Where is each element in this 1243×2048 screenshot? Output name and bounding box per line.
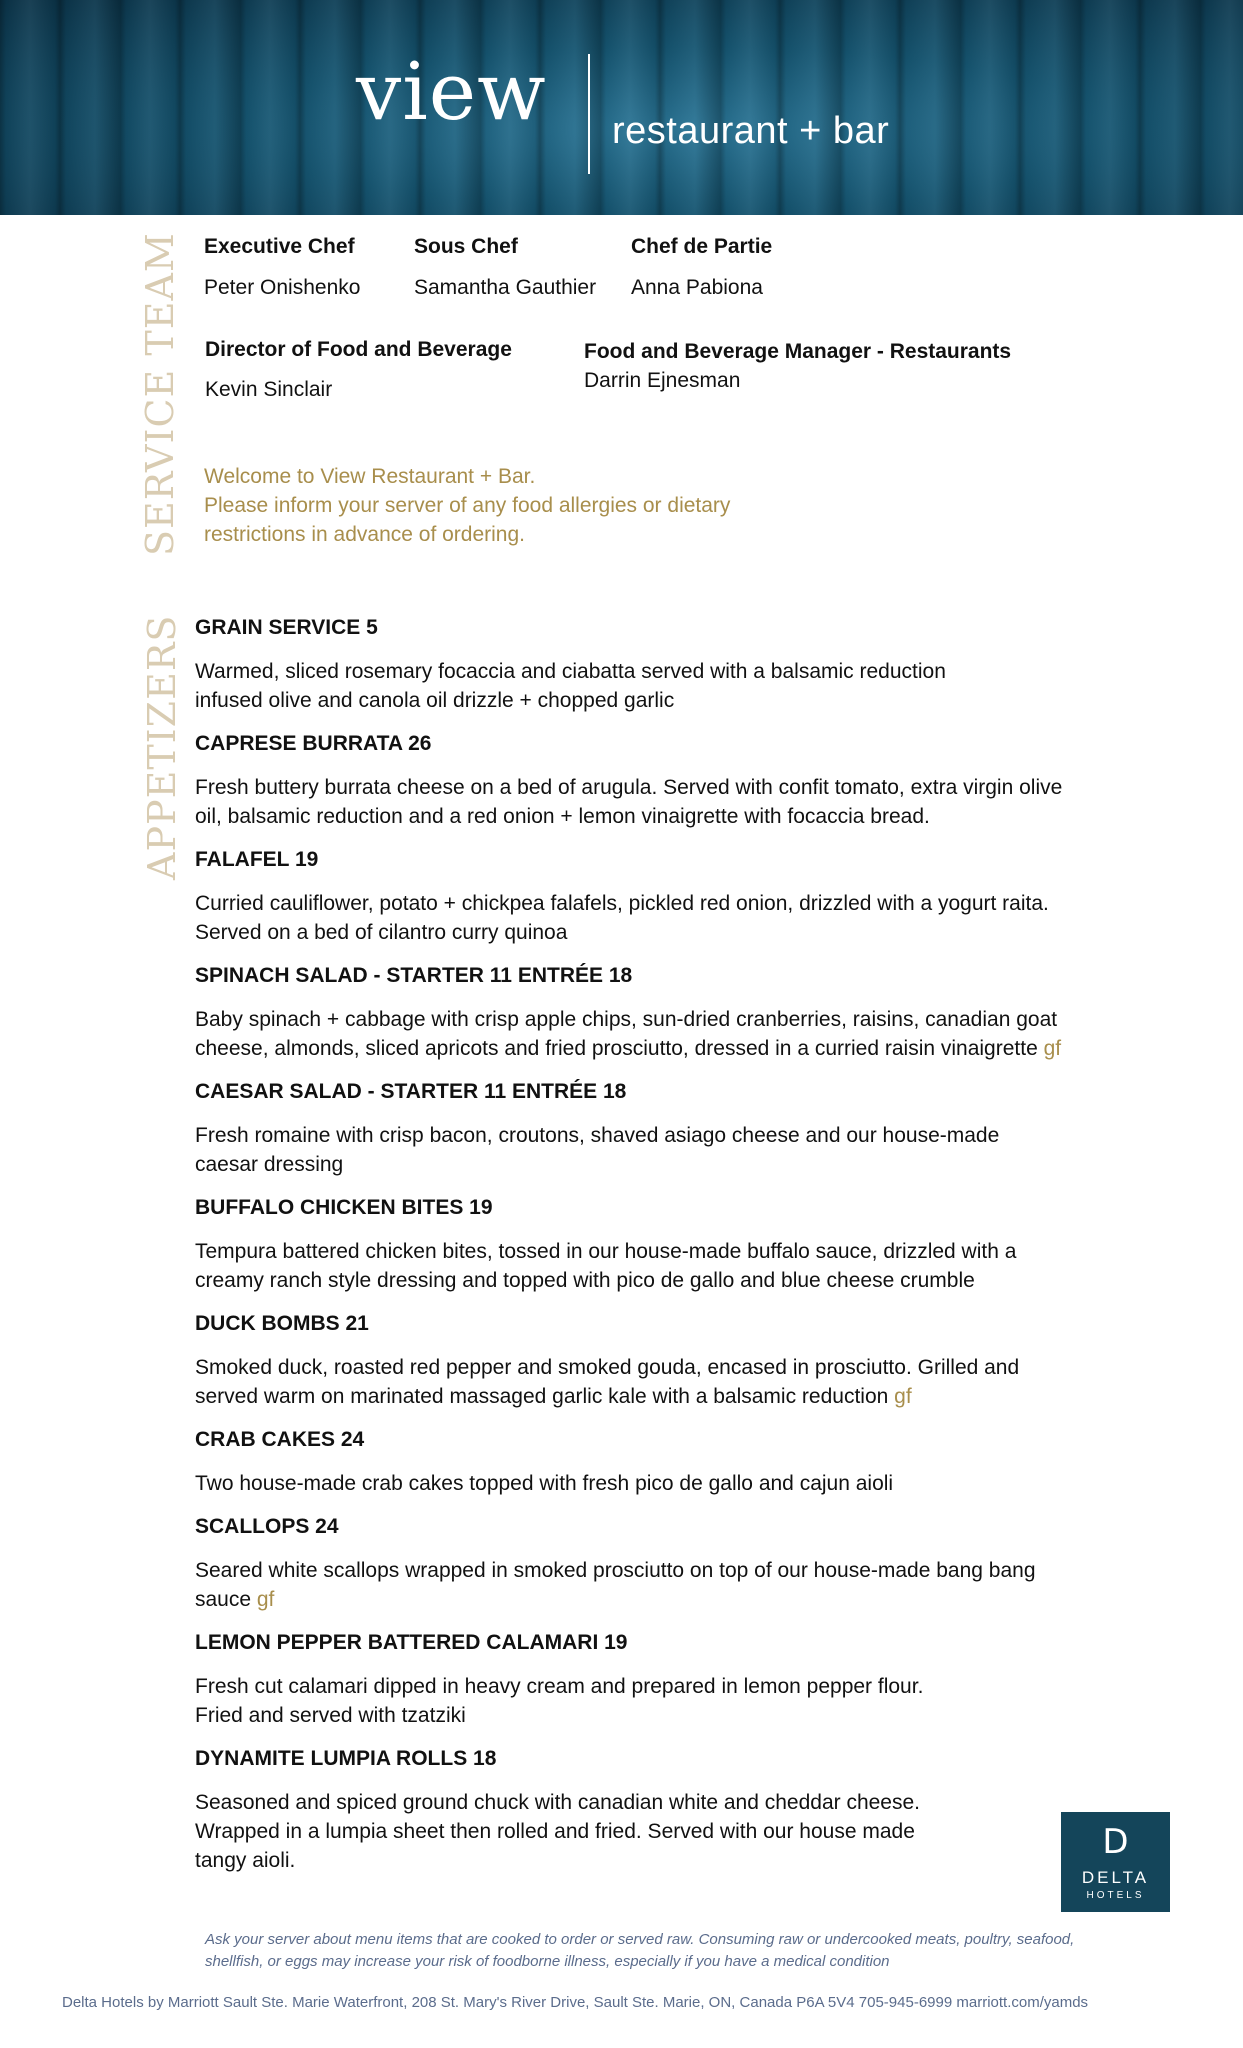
chef-de-partie-name: Anna Pabiona <box>631 276 763 299</box>
menu-item-name: SCALLOPS 24 <box>195 1515 339 1538</box>
menu-item-name: DYNAMITE LUMPIA ROLLS 18 <box>195 1747 497 1770</box>
executive-chef-name: Peter Onishenko <box>204 276 361 299</box>
menu-item-name: GRAIN SERVICE 5 <box>195 616 378 639</box>
delta-d-icon: D <box>1102 1822 1129 1862</box>
menu-item-description: Warmed, sliced rosemary focaccia and ciabatta served with a balsamic reduction infused olive and canola oil drizzle + chopped garlic <box>195 660 946 712</box>
menu-item-description: Fresh cut calamari dipped in heavy cream and prepared in lemon pepper flour. Fried and served with tzatziki <box>195 1675 924 1727</box>
menu-item-name: CRAB CAKES 24 <box>195 1428 365 1451</box>
menu-item-name: BUFFALO CHICKEN BITES 19 <box>195 1196 493 1219</box>
sous-chef-role: Sous Chef <box>414 235 518 258</box>
director-fb-role: Director of Food and Beverage <box>205 338 512 361</box>
menu-item-description: Smoked duck, roasted red pepper and smoked gouda, encased in prosciutto. Grilled and served warm on marinated massaged garlic kale with a balsamic reduction gf <box>195 1356 1020 1408</box>
welcome-line: Please inform your server of any food allergies or dietary <box>204 494 731 517</box>
delta-hotels-logo <box>1061 1812 1170 1912</box>
menu-item-description: Fresh romaine with crisp bacon, croutons, shaved asiago cheese and our house-made caesar dressing <box>195 1124 1000 1176</box>
menu-item-name: CAESAR SALAD - STARTER 11 ENTRÉE 18 <box>195 1080 627 1103</box>
logo-subtitle: restaurant + bar <box>612 110 890 152</box>
footer-address: Delta Hotels by Marriott Sault Ste. Marie Waterfront, 208 St. Mary's River Drive, Sault Ste. Marie, ON, Canada P6A 5V4 705-945-6999 marriott.com/yamds <box>62 1994 1089 2011</box>
menu-item-name: CAPRESE BURRATA 26 <box>195 732 432 755</box>
menu-item-description: Curried cauliflower, potato + chickpea falafels, pickled red onion, drizzled with a yogurt raita. Served on a bed of cilantro curry quinoa <box>195 892 1049 944</box>
gluten-free-tag: gf <box>1043 1037 1062 1060</box>
disclaimer-line: Ask your server about menu items that are cooked to order or served raw. Consuming raw or undercooked meats, poultry, seafood, <box>205 1931 1075 1948</box>
raw-food-disclaimer <box>205 1929 1165 1973</box>
menu-item-description: Fresh buttery burrata cheese on a bed of arugula. Served with confit tomato, extra virgin olive oil, balsamic reduction and a red onion + lemon vinaigrette with focaccia bread. <box>195 776 1063 828</box>
menu-item-description: Two house-made crab cakes topped with fresh pico de gallo and cajun aioli <box>195 1472 894 1495</box>
menu-item-name: FALAFEL 19 <box>195 848 319 871</box>
disclaimer-line: shellfish, or eggs may increase your risk of foodborne illness, especially if you have a medical condition <box>205 1953 890 1970</box>
welcome-line: restrictions in advance of ordering. <box>204 523 525 546</box>
appetizers-label: APPETIZERS <box>140 614 184 880</box>
chef-de-partie-role: Chef de Partie <box>631 235 773 258</box>
header-banner <box>0 0 1243 215</box>
menu-item-description: Seared white scallops wrapped in smoked prosciutto on top of our house-made bang bang sauce gf <box>195 1559 1036 1611</box>
welcome-line: Welcome to View Restaurant + Bar. <box>204 465 536 488</box>
delta-sub-text: HOTELS <box>1086 1890 1145 1901</box>
sous-chef-name: Samantha Gauthier <box>414 276 597 299</box>
gluten-free-tag: gf <box>894 1385 912 1408</box>
gluten-free-tag: gf <box>256 1588 275 1611</box>
menu-item-name: SPINACH SALAD - STARTER 11 ENTRÉE 18 <box>195 964 633 987</box>
menu-item-description: Tempura battered chicken bites, tossed in our house-made buffalo sauce, drizzled with a creamy ranch style dressing and topped with pico de gallo and blue cheese crumble <box>195 1240 1017 1292</box>
menu-item-description: Seasoned and spiced ground chuck with canadian white and cheddar cheese. Wrapped in a lumpia sheet then rolled and fried. Served with our house made tangy aioli. <box>195 1791 921 1872</box>
fb-manager-role: Food and Beverage Manager - Restaurants <box>584 340 1012 363</box>
welcome-message <box>204 462 730 549</box>
logo-divider <box>588 54 590 174</box>
menu-item-name: LEMON PEPPER BATTERED CALAMARI 19 <box>195 1631 628 1654</box>
appetizer-menu <box>195 616 1155 1892</box>
director-fb-name: Kevin Sinclair <box>205 378 333 401</box>
delta-brand-text: DELTA <box>1081 1868 1150 1887</box>
service-team-label: SERVICE TEAM <box>138 232 182 556</box>
executive-chef-role: Executive Chef <box>204 235 355 258</box>
menu-item-name: DUCK BOMBS 21 <box>195 1312 369 1335</box>
view-logo-word: view <box>356 45 547 138</box>
menu-item-description: Baby spinach + cabbage with crisp apple chips, sun-dried cranberries, raisins, canadian goat cheese, almonds, sliced apricots and fried prosciutto, dressed in a curried raisin vinaigrette gf <box>195 1008 1062 1060</box>
fb-manager-name: Darrin Ejnesman <box>584 369 741 392</box>
